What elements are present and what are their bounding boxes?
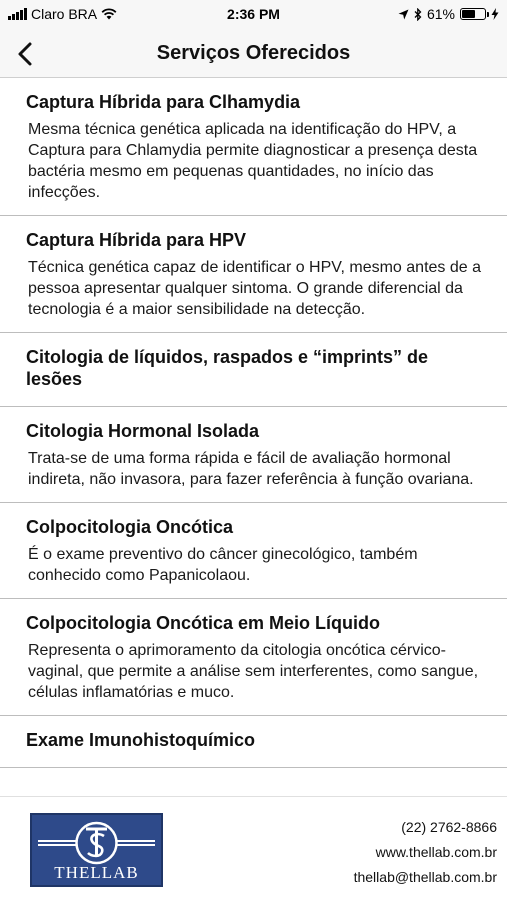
list-item[interactable] xyxy=(0,216,507,333)
services-list[interactable] xyxy=(0,78,507,796)
contact-phone[interactable]: (22) 2762-8866 xyxy=(401,819,497,835)
logo-emblem-icon xyxy=(32,817,161,869)
bluetooth-icon xyxy=(414,8,422,21)
service-description: Trata-se de uma forma rápida e fácil de avaliação hormonal indireta, não invasora, para fazer referência à função ovariana. xyxy=(28,450,474,488)
service-title: Exame Imunohistoquímico xyxy=(26,730,256,750)
status-right xyxy=(398,6,499,22)
status-bar xyxy=(0,0,507,30)
battery-level xyxy=(462,10,475,18)
navigation-bar xyxy=(0,30,507,78)
service-title: Captura Híbrida para Clhamydia xyxy=(26,92,301,112)
list-item[interactable] xyxy=(0,333,507,407)
service-description: Representa o aprimoramento da citologia oncótica cérvico-vaginal, que permite a análise sem interferentes, como sangue, células inflamatórias e muco. xyxy=(28,642,479,701)
list-item[interactable] xyxy=(0,599,507,716)
contact-website[interactable]: www.thellab.com.br xyxy=(375,844,497,860)
service-description: Técnica genética capaz de identificar o HPV, mesmo antes de a pessoa apresentar qualquer sintoma. O grande diferencial da tecnologia é a maior sensibilidade na detecção. xyxy=(28,259,481,318)
footer xyxy=(0,796,507,900)
battery-percent: 61% xyxy=(426,6,455,22)
service-title: Citologia Hormonal Isolada xyxy=(26,421,260,441)
service-description: É o exame preventivo do câncer ginecológico, também conhecido como Papanicolaou. xyxy=(28,546,418,584)
contact-email[interactable]: thellab@thellab.com.br xyxy=(353,869,497,885)
service-title: Colpocitologia Oncótica xyxy=(26,517,234,537)
list-item[interactable] xyxy=(0,503,507,599)
service-title: Citologia de líquidos, raspados e “imprints” de lesões xyxy=(26,347,429,389)
contact-info xyxy=(354,815,497,890)
service-title: Colpocitologia Oncótica em Meio Líquido xyxy=(26,613,381,633)
battery-icon xyxy=(460,8,486,20)
status-time: 2:36 PM xyxy=(227,6,280,22)
list-item[interactable] xyxy=(0,407,507,503)
thellab-logo xyxy=(30,813,163,887)
carrier-label: Claro BRA xyxy=(31,6,98,22)
charging-bolt-icon xyxy=(491,8,499,20)
logo-text: THELLAB xyxy=(54,863,139,882)
list-item[interactable] xyxy=(0,78,507,216)
service-title: Captura Híbrida para HPV xyxy=(26,230,247,250)
location-arrow-icon xyxy=(398,9,409,20)
service-description: Mesma técnica genética aplicada na identificação do HPV, a Captura para Chlamydia permite diagnosticar a presença desta bactéria mesmo em pequenas quantidades, no início das infecções. xyxy=(28,121,478,201)
page-title: Serviços Oferecidos xyxy=(156,42,351,64)
list-item[interactable] xyxy=(0,716,507,768)
